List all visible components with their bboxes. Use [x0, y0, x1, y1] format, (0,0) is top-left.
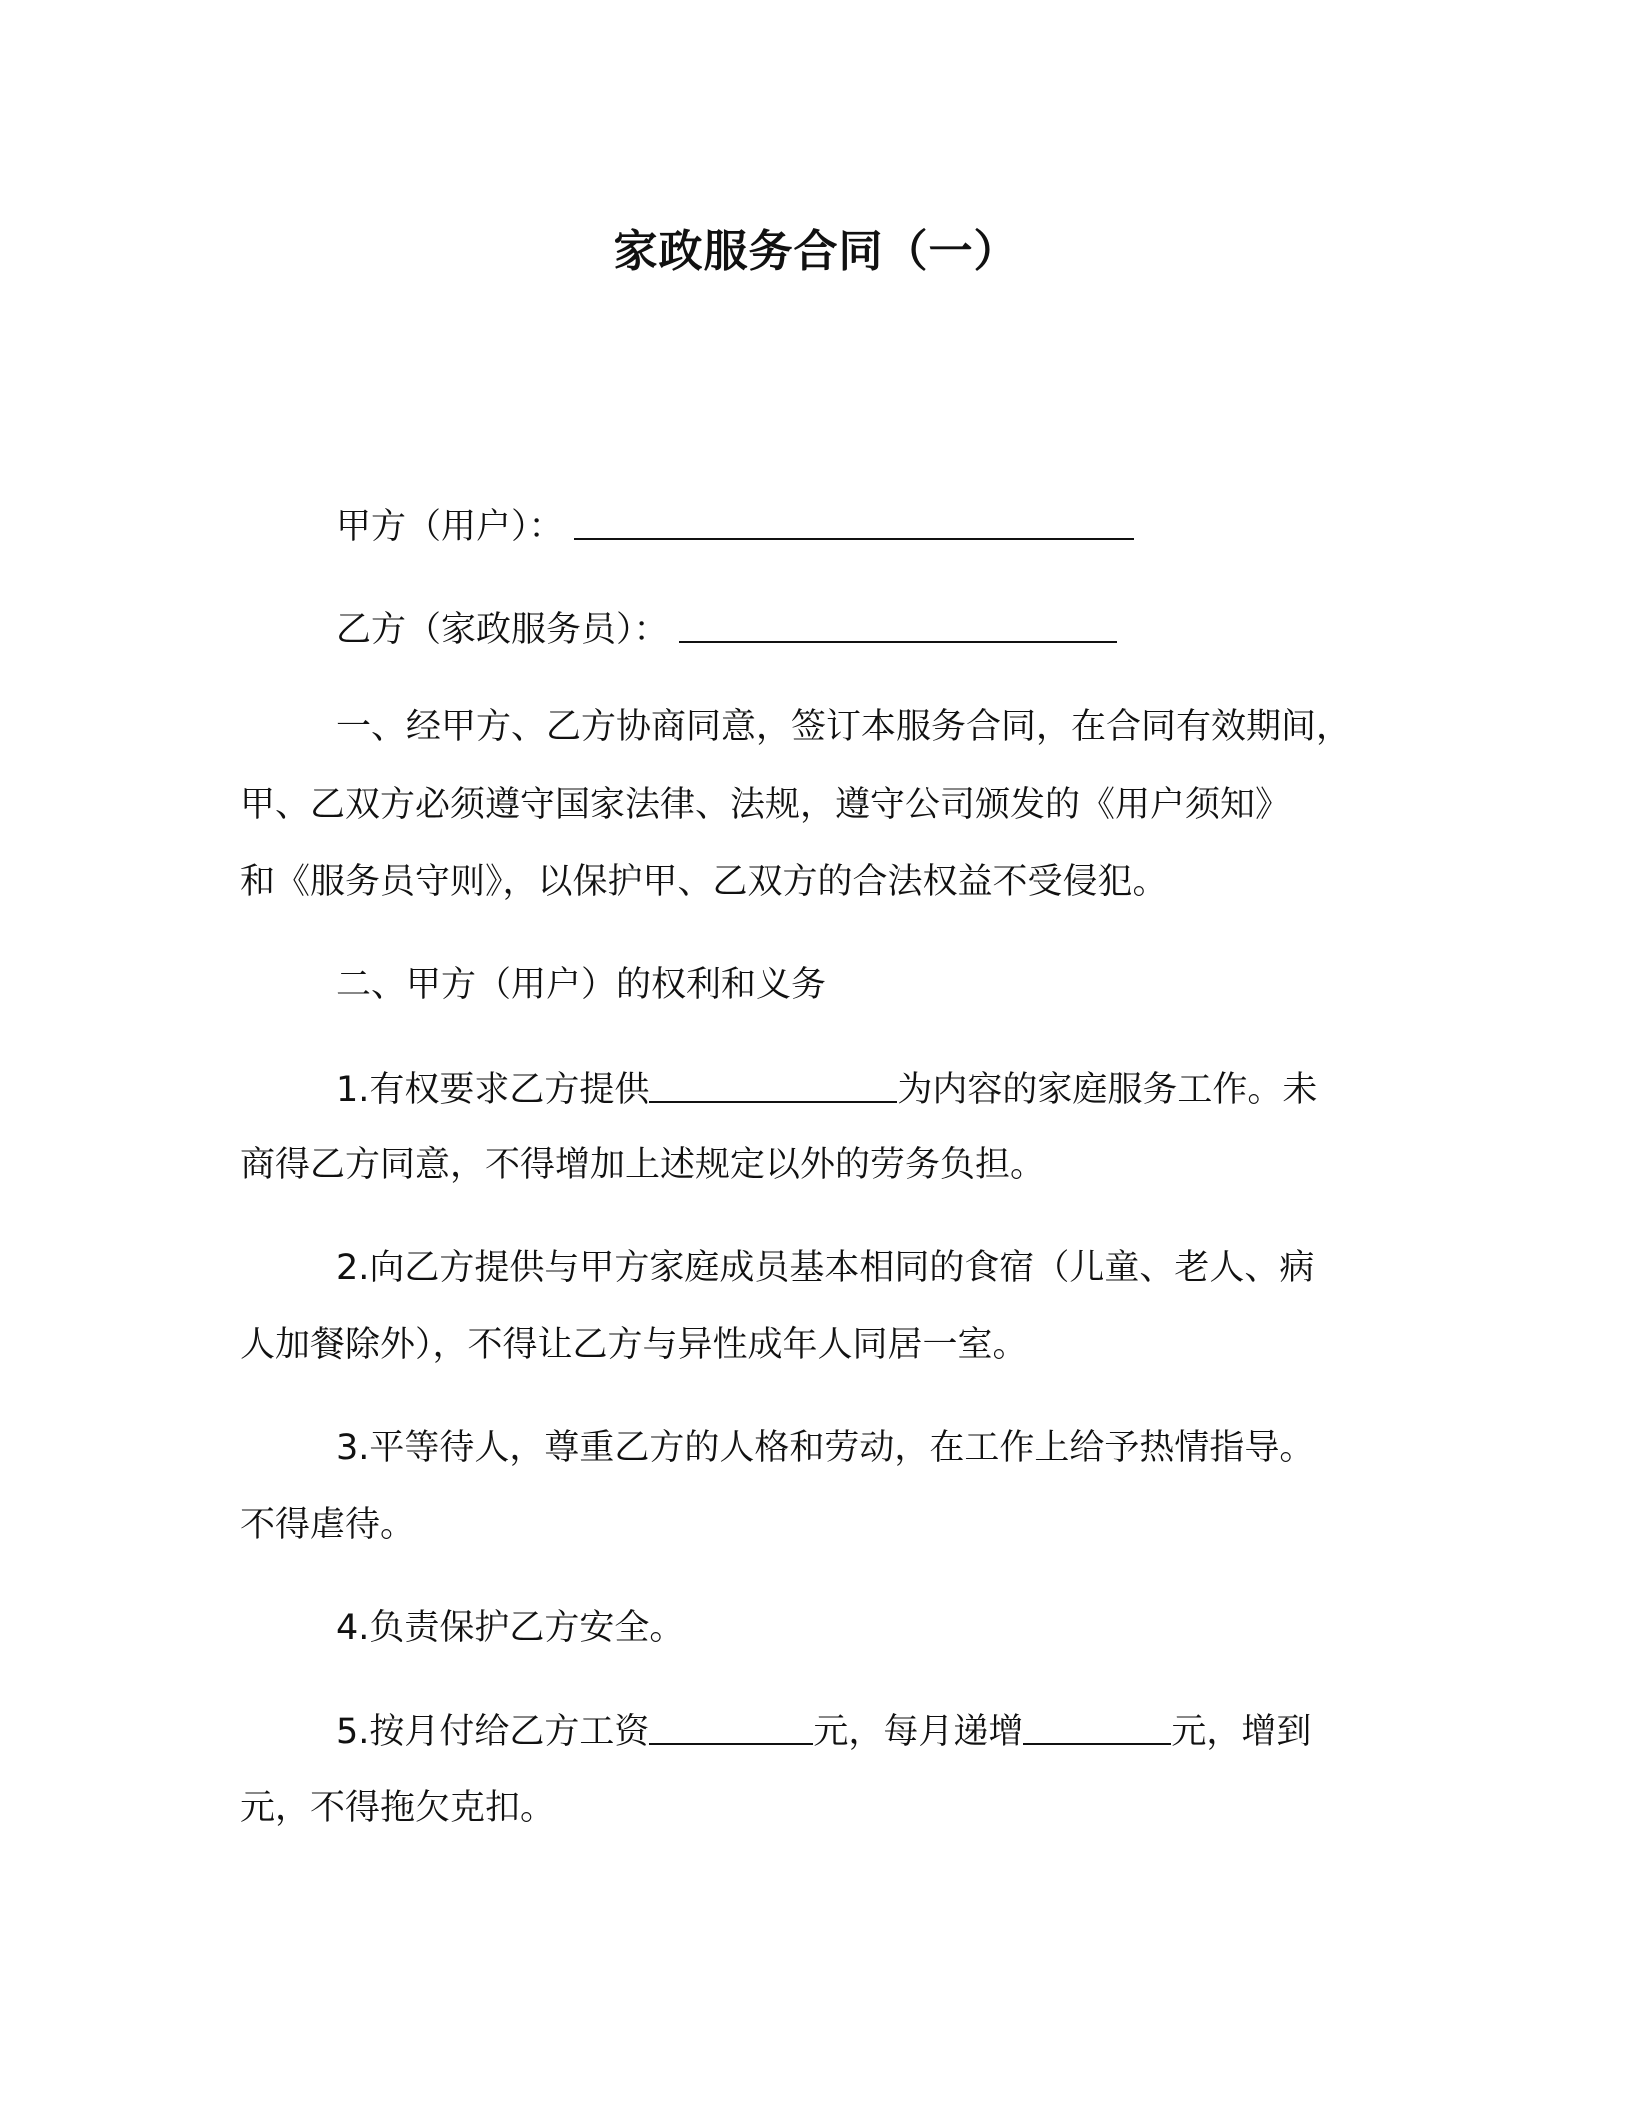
party-b-label: 乙方（家政服务员）： — [336, 610, 669, 650]
party-a-blank — [574, 502, 1134, 540]
document-title: 家政服务合同（一） — [613, 226, 1019, 277]
party-a-line — [336, 500, 1134, 552]
item4-line1: 4.负责保护乙方安全。 — [336, 1608, 685, 1648]
item5-line1 — [336, 1705, 1311, 1757]
item1-text-a: 1.有权要求乙方提供 — [336, 1070, 650, 1110]
item5-line2: 元，不得拖欠克扣。 — [240, 1788, 556, 1828]
clause1-line2: 甲、乙双方必须遵守国家法律、法规，遵守公司颁发的《用户须知》 — [240, 785, 1291, 825]
section2-heading: 二、甲方（用户）的权利和义务 — [336, 965, 827, 1005]
item1-line2: 商得乙方同意，不得增加上述规定以外的劳务负担。 — [240, 1145, 1046, 1185]
item3-line2: 不得虐待。 — [240, 1505, 416, 1545]
item2-line2: 人加餐除外），不得让乙方与异性成年人同居一室。 — [240, 1325, 1028, 1365]
party-a-label: 甲方（用户）： — [336, 507, 564, 547]
item2-line1: 2.向乙方提供与甲方家庭成员基本相同的食宿（儿童、老人、病 — [336, 1248, 1315, 1288]
item1-line1 — [336, 1063, 1317, 1115]
item5-text-b: 元，每月递增 — [813, 1712, 1024, 1752]
clause1-line1: 一、经甲方、乙方协商同意，签订本服务合同，在合同有效期间， — [336, 707, 1352, 747]
item5-text-c: 元，增到 — [1171, 1712, 1312, 1752]
item3-line1: 3.平等待人，尊重乙方的人格和劳动，在工作上给予热情指导。 — [336, 1428, 1315, 1468]
clause1-line3: 和《服务员守则》，以保护甲、乙双方的合法权益不受侵犯。 — [240, 862, 1168, 902]
item1-blank — [649, 1065, 897, 1103]
item1-text-b: 为内容的家庭服务工作。未 — [897, 1070, 1318, 1110]
party-b-line — [336, 603, 1117, 655]
item5-text-a: 5.按月付给乙方工资 — [336, 1712, 650, 1752]
item5-increment-blank — [1023, 1707, 1171, 1745]
item5-salary-blank — [649, 1707, 813, 1745]
party-b-blank — [679, 605, 1117, 643]
